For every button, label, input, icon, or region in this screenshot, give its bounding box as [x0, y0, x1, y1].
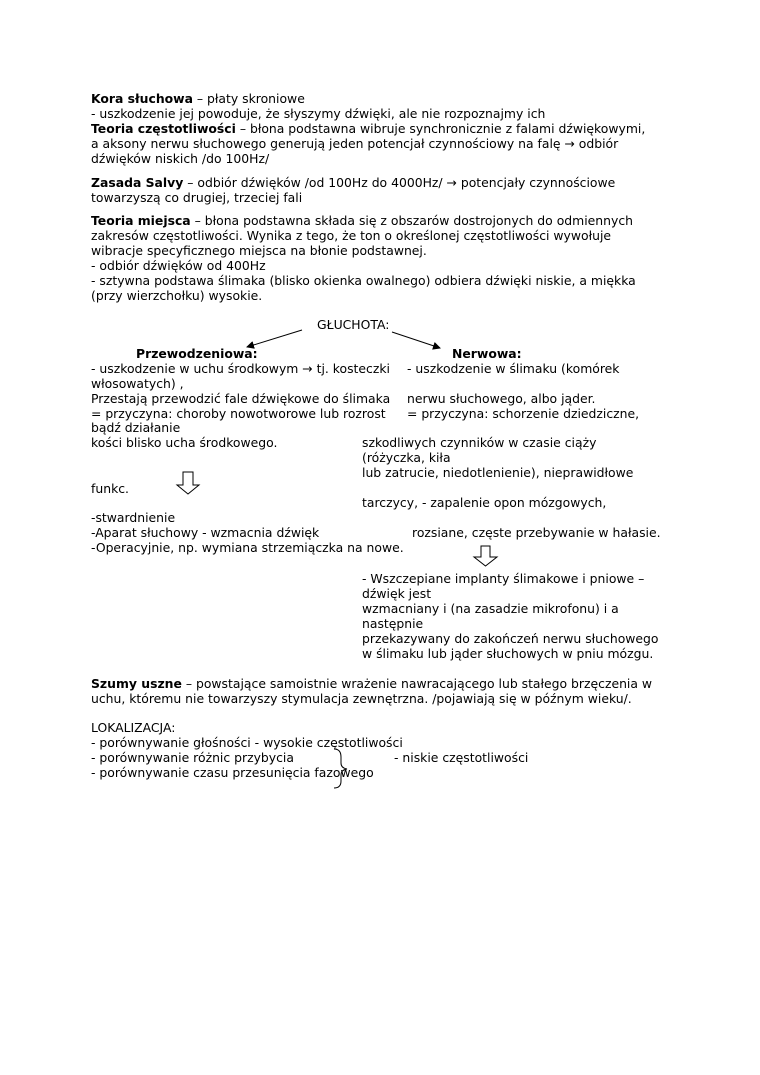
right-line-1: - uszkodzenie w ślimaku (komórek [407, 361, 620, 376]
kora-sluchowa-title: Kora słuchowa [91, 91, 193, 106]
right-line-5: (różyczka, kiła [362, 450, 451, 465]
teoria-czestotliwosci-title: Teoria częstotliwości [91, 121, 236, 136]
right-line-13: przekazywany do zakończeń nerwu słuchowego [362, 631, 659, 646]
right-line-12: następnie [362, 616, 424, 631]
right-line-8: rozsiane, częste przebywanie w hałasie. [412, 525, 661, 540]
szumy-uszne-title: Szumy uszne [91, 676, 182, 691]
nerwowa-heading: Nerwowa: [452, 346, 522, 361]
left-line-5: bądź działanie [91, 420, 181, 435]
right-line-4: szkodliwych czynników w czasie ciąży [362, 435, 597, 450]
arrow-left-icon [247, 330, 302, 347]
hollow-down-arrow-right-icon [474, 546, 497, 566]
right-line-2: nerwu słuchowego, albo jąder. [407, 391, 596, 406]
teoria-miejsca-line5: - sztywna podstawa ślimaka (blisko okienka owalnego) odbiera dźwięki niskie, a miękka [91, 273, 636, 288]
right-line-7: tarczycy, - zapalenie opon mózgowych, [362, 495, 607, 510]
lokalizacja-item-2: - porównywanie różnic przybycia [91, 750, 294, 765]
left-line-8: -stwardnienie [91, 510, 176, 525]
right-line-11: wzmacniany i (na zasadzie mikrofonu) i a [362, 601, 619, 616]
lokalizacja-title: LOKALIZACJA: [91, 720, 176, 735]
left-line-9: -Aparat słuchowy - wzmacnia dźwięk [91, 525, 320, 540]
lokalizacja-brace-label: - niskie częstotliwości [394, 750, 529, 765]
left-line-7: funkc. [91, 481, 129, 496]
hollow-down-arrow-left-icon [177, 472, 199, 494]
gluchota-title: GŁUCHOTA: [317, 317, 390, 332]
teoria-miejsca-line3: wibracje specyficznego miejsca na błonie podstawnej. [91, 243, 427, 258]
zasada-salvy-text: – odbiór dźwięków /od 100Hz do 4000Hz/ → potencjały czynnościowe [183, 175, 616, 190]
teoria-miejsca-text: – błona podstawna składa się z obszarów dostrojonych do odmiennych [190, 213, 633, 228]
przewodzeniowa-heading: Przewodzeniowa: [136, 346, 258, 361]
teoria-miejsca-line2: zakresów częstotliwości. Wynika z tego, że ton o określonej częstotliwości wywołuje [91, 228, 612, 243]
left-line-6: kości blisko ucha środkowego. [91, 435, 278, 450]
left-line-3: Przestają przewodzić fale dźwiękowe do ślimaka [91, 391, 391, 406]
teoria-miejsca-line4: - odbiór dźwięków od 400Hz [91, 258, 266, 273]
right-line-9: - Wszczepiane implanty ślimakowe i pniowe – [362, 571, 645, 586]
teoria-czestotliwosci-line3: dźwięków niskich /do 100Hz/ [91, 151, 270, 166]
left-line-10: -Operacyjnie, np. wymiana strzemiączka na nowe. [91, 540, 404, 555]
szumy-uszne-text: – powstające samoistnie wrażenie nawracającego lub stałego brzęczenia w [181, 676, 653, 691]
right-line-3: = przyczyna: schorzenie dziedziczne, [407, 406, 640, 421]
left-line-1: - uszkodzenie w uchu środkowym → tj. kosteczki [91, 361, 390, 376]
teoria-czestotliwosci-line2: a aksony nerwu słuchowego generują jeden potencjał czynnościowy na falę → odbiór [91, 136, 619, 151]
szumy-uszne-line [91, 676, 652, 691]
kora-sluchowa-detail: - uszkodzenie jej powoduje, że słyszymy dźwięki, ale nie rozpoznajmy ich [91, 106, 546, 121]
zasada-salvy-title: Zasada Salvy [91, 175, 184, 190]
right-line-10: dźwięk jest [362, 586, 432, 601]
szumy-uszne-line2: uchu, któremu nie towarzyszy stymulacja zewnętrzna. /pojawiają się w późnym wieku/. [91, 691, 632, 706]
teoria-miejsca-line6: (przy wierzchołku) wysokie. [91, 288, 263, 303]
left-line-4: = przyczyna: choroby nowotworowe lub rozrost [91, 406, 386, 421]
teoria-czestotliwosci-text: – błona podstawna wibruje synchronicznie z falami dźwiękowymi, [235, 121, 646, 136]
arrow-right-icon [392, 332, 440, 348]
left-line-2: włosowatych) , [91, 376, 184, 391]
zasada-salvy-line2: towarzyszą co drugiej, trzeciej fali [91, 190, 303, 205]
right-line-14: w ślimaku lub jąder słuchowych w pniu mózgu. [362, 646, 654, 661]
lokalizacja-item-1: - porównywanie głośności - wysokie częstotliwości [91, 735, 403, 750]
right-line-6: lub zatrucie, niedotlenienie), nieprawidłowe [362, 465, 634, 480]
lokalizacja-item-3: - porównywanie czasu przesunięcia fazowego [91, 765, 374, 780]
teoria-miejsca-title: Teoria miejsca [91, 213, 191, 228]
kora-sluchowa-text: – płaty skroniowe [192, 91, 305, 106]
